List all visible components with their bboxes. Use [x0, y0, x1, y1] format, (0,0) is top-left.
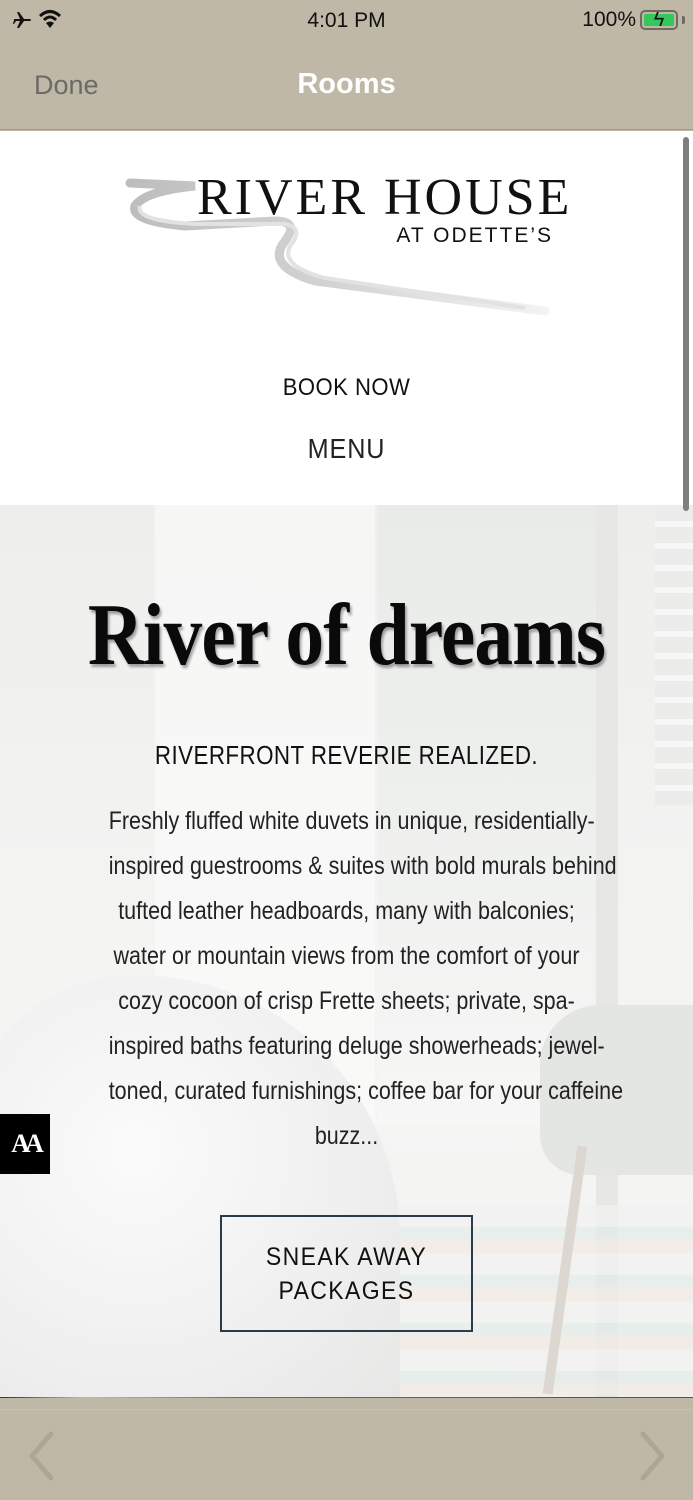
- chevron-right-icon: [632, 1428, 672, 1484]
- done-button[interactable]: Done: [34, 70, 99, 100]
- hero-subtitle: RIVERFRONT REVERIE REALIZED.: [154, 740, 539, 770]
- status-time: 4:01 PM: [307, 9, 386, 32]
- hero-description-line: inspired guestrooms & suites with bold murals behind: [108, 852, 617, 880]
- logo-title: RIVER HOUSE: [197, 169, 573, 226]
- accessibility-text-size-button[interactable]: AA: [0, 1114, 50, 1174]
- chevron-left-icon: [22, 1428, 62, 1484]
- logo-subtitle: AT ODETTE’S: [396, 224, 553, 247]
- river-house-logo[interactable]: [125, 166, 573, 326]
- back-button[interactable]: [22, 1428, 62, 1484]
- forward-button[interactable]: [632, 1428, 672, 1484]
- hero-description-line: inspired baths featuring deluge showerheads; jewel-: [108, 1032, 605, 1060]
- cta-line-2: PACKAGES: [278, 1276, 415, 1305]
- sneak-away-packages-button[interactable]: [220, 1215, 473, 1332]
- status-bar: [0, 0, 693, 42]
- web-content[interactable]: [0, 131, 693, 1398]
- status-right: [582, 8, 685, 32]
- cta-line-1: SNEAK AWAY: [265, 1242, 428, 1271]
- hero-description-line: tufted leather headboards, many with balconies;: [118, 897, 575, 925]
- hero-description: [70, 799, 623, 1159]
- hero-section: [0, 505, 693, 1398]
- hero-description-line: Freshly fluffed white duvets in unique, residentially-: [108, 807, 595, 835]
- site-header: [0, 131, 693, 505]
- page-title: Rooms: [297, 68, 396, 100]
- battery-charging-icon: ϟ: [640, 10, 678, 30]
- scrollbar[interactable]: [683, 137, 689, 511]
- menu-link[interactable]: MENU: [307, 433, 386, 464]
- battery-tip: [682, 16, 685, 24]
- bottom-toolbar: [0, 1409, 693, 1500]
- next-section-image-edge: [0, 1397, 693, 1398]
- hero-title: River of dreams: [87, 587, 606, 684]
- hero-description-line: cozy cocoon of crisp Frette sheets; private, spa-: [118, 987, 575, 1015]
- nav-bar: [0, 42, 693, 130]
- hero-description-line: toned, curated furnishings; coffee bar for your caffeine: [108, 1077, 624, 1105]
- hero-bg-shutter: [655, 505, 693, 805]
- battery-percent: 100%: [582, 8, 636, 31]
- book-now-link[interactable]: BOOK NOW: [282, 374, 411, 401]
- top-bar: [0, 0, 693, 130]
- hero-description-line: water or mountain views from the comfort of your: [113, 942, 580, 970]
- hero-description-line: buzz...: [314, 1122, 379, 1150]
